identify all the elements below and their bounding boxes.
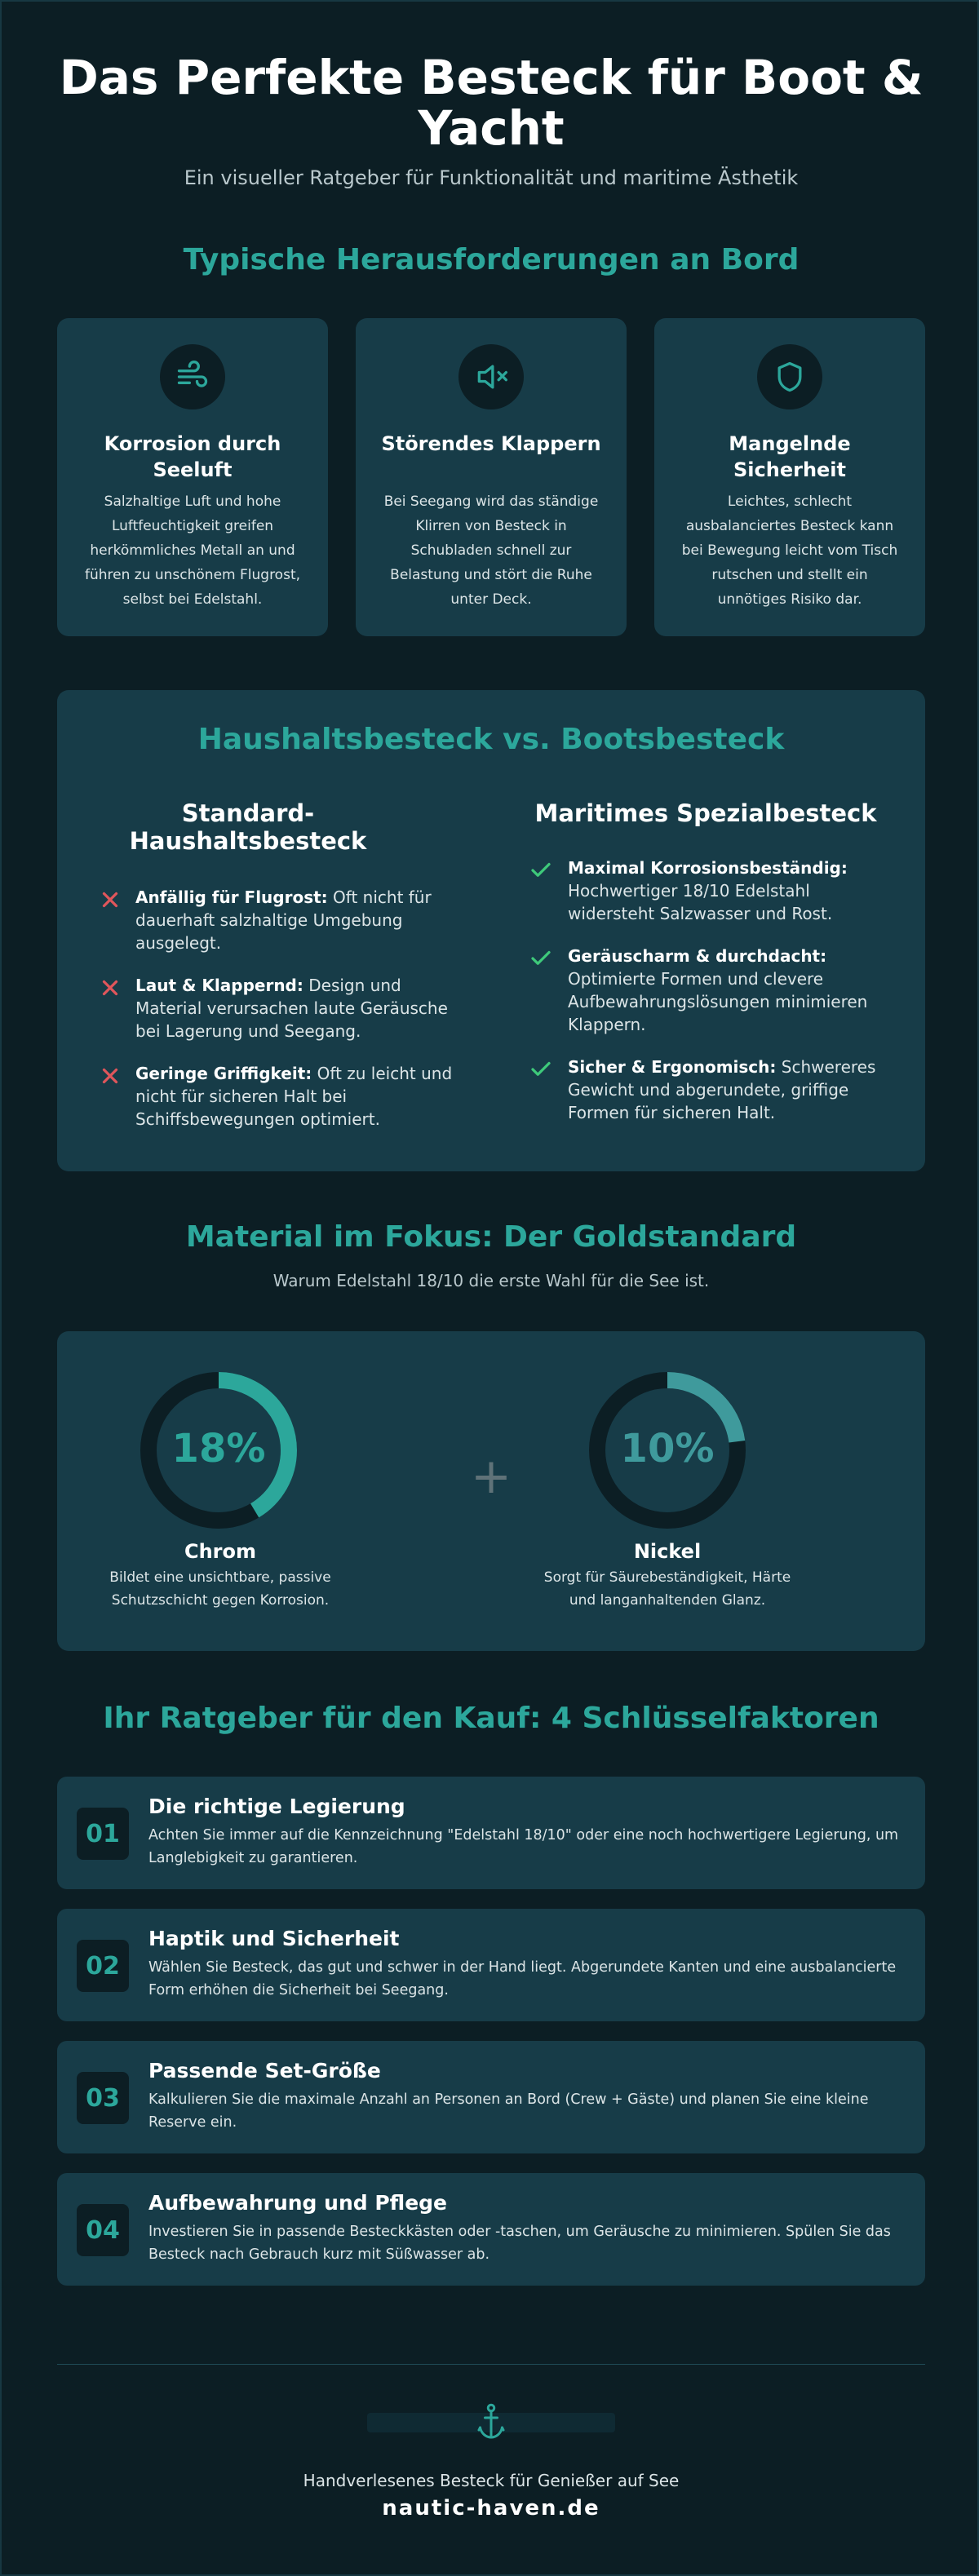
factor-card	[57, 2041, 925, 2153]
chrom-desc: Bildet eine unsichtbare, passive Schutzschicht gegen Korrosion.	[109, 1569, 331, 1609]
mute-speaker-icon	[458, 344, 524, 409]
cross-icon	[98, 1064, 122, 1088]
material-subtitle: Warum Edelstahl 18/10 die erste Wahl für die See ist.	[272, 1271, 710, 1290]
challenge-card-safety	[654, 318, 925, 636]
check-icon	[529, 1057, 553, 1082]
challenge-text: Salzhaltige Luft und hohe Luftfeuchtigkeit greifen herkömmliches Metall an und führen zu unschönem Flugrost, selbst bei Edelstahl.	[84, 494, 301, 608]
factor-number: 01	[77, 1808, 129, 1860]
challenge-card-corrosion	[57, 318, 328, 636]
footer-divider	[57, 2364, 925, 2365]
check-icon	[529, 858, 553, 883]
factor-title: Haptik und Sicherheit	[148, 1927, 400, 1950]
factor-number: 02	[77, 1940, 129, 1992]
challenge-title: Korrosion durch Seeluft	[104, 432, 281, 481]
nickel-desc: Sorgt für Säurebeständigkeit, Härte und langanhaltenden Glanz.	[543, 1569, 791, 1609]
page-subtitle: Ein visueller Ratgeber für Funktionalität und maritime Ästhetik	[184, 166, 799, 189]
factor-text: Investieren Sie in passende Besteckkästen oder -taschen, um Geräusche zu minimieren. Spülen Sie das Besteck nach Gebrauch kurz mit Süßwasser ab.	[148, 2224, 891, 2263]
maritime-item: Sicher & Ergonomisch: Schwereres Gewicht und abgerundete, griffige Formen für sicheren Halt.	[568, 1057, 876, 1122]
shield-icon	[757, 344, 822, 409]
material-card	[57, 1331, 925, 1651]
challenge-text: Leichtes, schlecht ausbalanciertes Besteck kann bei Bewegung leicht vom Tisch rutschen und stellt ein unnötiges Risiko dar.	[681, 494, 898, 608]
household-item: Laut & Klappernd: Design und Material verursachen laute Geräusche bei Lagerung und Seegang.	[135, 976, 448, 1041]
factor-title: Passende Set-Größe	[148, 2059, 381, 2082]
challenge-text: Bei Seegang wird das ständige Klirren von Besteck in Schubladen schnell zur Belastung und stört die Ruhe unter Deck.	[383, 494, 599, 608]
challenge-title: Mangelnde Sicherheit	[729, 432, 851, 481]
factors-heading: Ihr Ratgeber für den Kauf: 4 Schlüsselfaktoren	[103, 1702, 879, 1735]
challenge-card-noise	[356, 318, 627, 636]
factor-title: Die richtige Legierung	[148, 1795, 405, 1818]
comparison-heading: Haushaltsbesteck vs. Bootsbesteck	[197, 723, 785, 756]
nickel-label: Nickel	[633, 1540, 702, 1563]
factor-card	[57, 2173, 925, 2286]
footer-site-link[interactable]: nautic-haven.de	[382, 2496, 600, 2521]
chrom-label: Chrom	[184, 1540, 257, 1563]
anchor-icon	[476, 2403, 506, 2442]
challenge-title: Störendes Klappern	[381, 432, 601, 455]
material-heading: Material im Fokus: Der Goldstandard	[185, 1220, 797, 1254]
factor-text: Achten Sie immer auf die Kennzeichnung "Edelstahl 18/10" oder eine noch hochwertigere Legierung, um Langlebigkeit zu garantieren.	[148, 1827, 899, 1866]
cross-icon	[98, 976, 122, 1000]
household-column-title: Standard-Haushaltsbesteck	[129, 799, 367, 855]
wind-icon	[160, 344, 225, 409]
household-item: Geringe Griffigkeit: Oft zu leicht und nicht für sicheren Halt bei Schiffsbewegungen optimiert.	[135, 1064, 453, 1129]
cross-icon	[98, 887, 122, 912]
check-icon	[529, 946, 553, 971]
factor-number: 04	[77, 2204, 129, 2256]
household-item: Anfällig für Flugrost: Oft nicht für dauerhaft salzhaltige Umgebung ausgelegt.	[135, 887, 432, 953]
factor-card	[57, 1909, 925, 2021]
challenges-heading: Typische Herausforderungen an Bord	[183, 243, 800, 277]
factor-text: Kalkulieren Sie die maximale Anzahl an Personen an Bord (Crew + Gäste) und planen Sie eine kleine Reserve ein.	[148, 2091, 869, 2131]
maritime-column-title: Maritimes Spezialbesteck	[534, 799, 877, 827]
chrom-percent: 18%	[171, 1426, 266, 1472]
footer-tagline: Handverlesenes Besteck für Genießer auf See	[303, 2471, 680, 2490]
maritime-item: Maximal Korrosionsbeständig: Hochwertiger 18/10 Edelstahl widersteht Salzwasser und Rost.	[568, 858, 848, 923]
factor-title: Aufbewahrung und Pflege	[148, 2191, 448, 2215]
factor-number: 03	[77, 2072, 129, 2124]
plus-sign: +	[470, 1448, 512, 1505]
factor-card	[57, 1777, 925, 1889]
maritime-item: Geräuscharm & durchdacht: Optimierte Formen und clevere Aufbewahrungslösungen minimieren Klappern.	[568, 946, 868, 1034]
page-title: Das Perfekte Besteck für Boot & Yacht	[59, 50, 924, 156]
nickel-percent: 10%	[620, 1426, 715, 1472]
comparison-card	[57, 690, 925, 1171]
factor-text: Wählen Sie Besteck, das gut und schwer in der Hand liegt. Abgerundete Kanten und eine ausbalancierte Form erhöhen die Sicherheit bei Seegang.	[148, 1959, 897, 1998]
